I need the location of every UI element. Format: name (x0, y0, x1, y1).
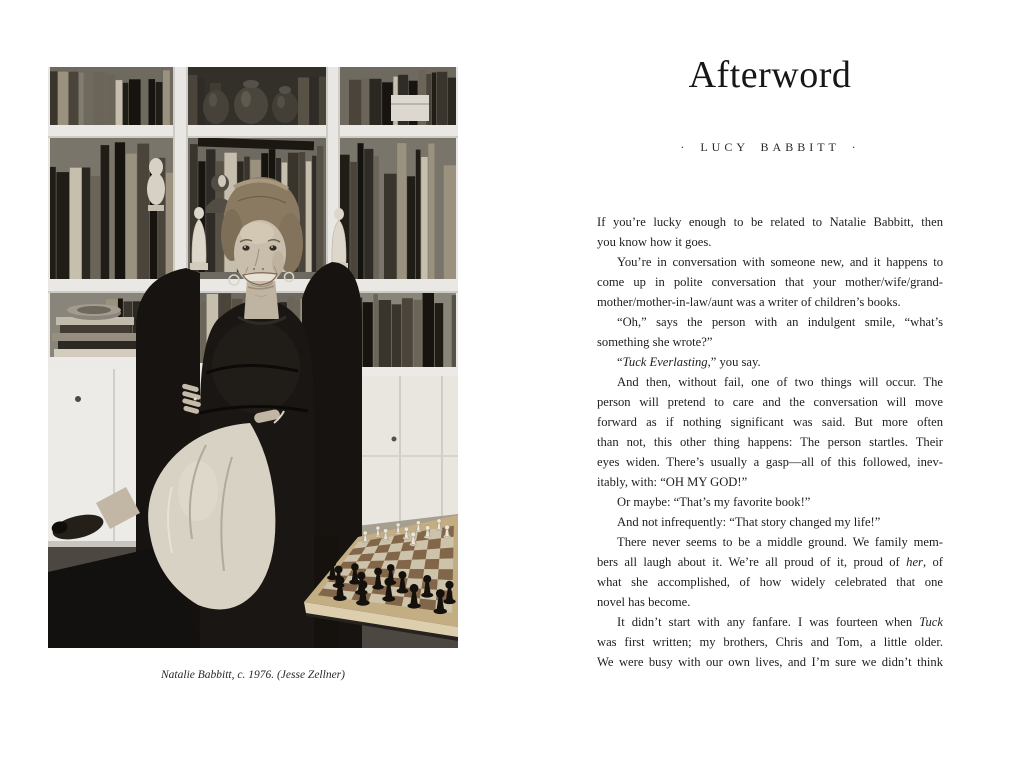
bookshelf-books (298, 77, 326, 125)
photo-caption: Natalie Babbitt, c. 1976. (Jesse Zellner) (161, 669, 345, 681)
text-line: It didn’t start with any fanfare. I was fourteen when Tuck (617, 615, 943, 629)
text-line: “Tuck Everlasting,” you say. (617, 355, 761, 369)
right-page (510, 0, 1020, 765)
text-line: was first written; my brothers, Chris and Tom, a little older. (597, 635, 943, 649)
text-line: what she accomplished, of how widely celebrated that one (597, 575, 943, 589)
photo-illustration (48, 67, 458, 648)
text-line: We were busy with our own lives, and I’m sure we didn’t think (597, 655, 943, 669)
text-line: you know how it goes. (597, 235, 712, 249)
text-line: itably, with: “OH MY GOD!” (597, 475, 748, 489)
text-line: bers all laugh about it. We’re all proud of it, proud of her, of (597, 555, 943, 569)
text-line: Or maybe: “That’s my favorite book!” (617, 495, 811, 509)
text-line: come up in polite conversation that your mother/wife/grand- (597, 275, 943, 289)
text-line: There never seems to be a middle ground. We family mem- (617, 535, 943, 549)
photo-natalie-babbitt (48, 67, 458, 648)
author-byline: · LUCY BABBITT · (680, 140, 860, 154)
white-box (391, 95, 429, 121)
text-line: than not, this other thing happens: The person startles. Their (597, 435, 943, 449)
text-line: And not infrequently: “That story changed my life!” (617, 515, 881, 529)
text-line: eyes widen. There’s usually a gasp—all of this followed, inev- (597, 455, 943, 469)
body-text (597, 212, 943, 672)
text-line: novel has become. (597, 595, 691, 609)
urns (203, 80, 298, 124)
chapter-title: Afterword (688, 54, 852, 96)
text-line: mother/mother-in-law/aunt was a writer of children’s books. (597, 295, 901, 309)
text-line: person will pretend to care and the conversation will move (597, 395, 943, 409)
text-line: You’re in conversation with someone new, and it happens to (617, 255, 943, 269)
text-line: And then, without fail, one of two things will occur. The (617, 375, 943, 389)
bookshelf-books (188, 75, 205, 125)
text-line: “Oh,” says the person with an indulgent smile, “what’s (617, 315, 943, 329)
text-line: something she wrote?” (597, 335, 713, 349)
text-line: forward as if nothing significant was said. But more often (597, 415, 943, 429)
text-line: If you’re lucky enough to be related to Natalie Babbitt, then (597, 215, 943, 229)
